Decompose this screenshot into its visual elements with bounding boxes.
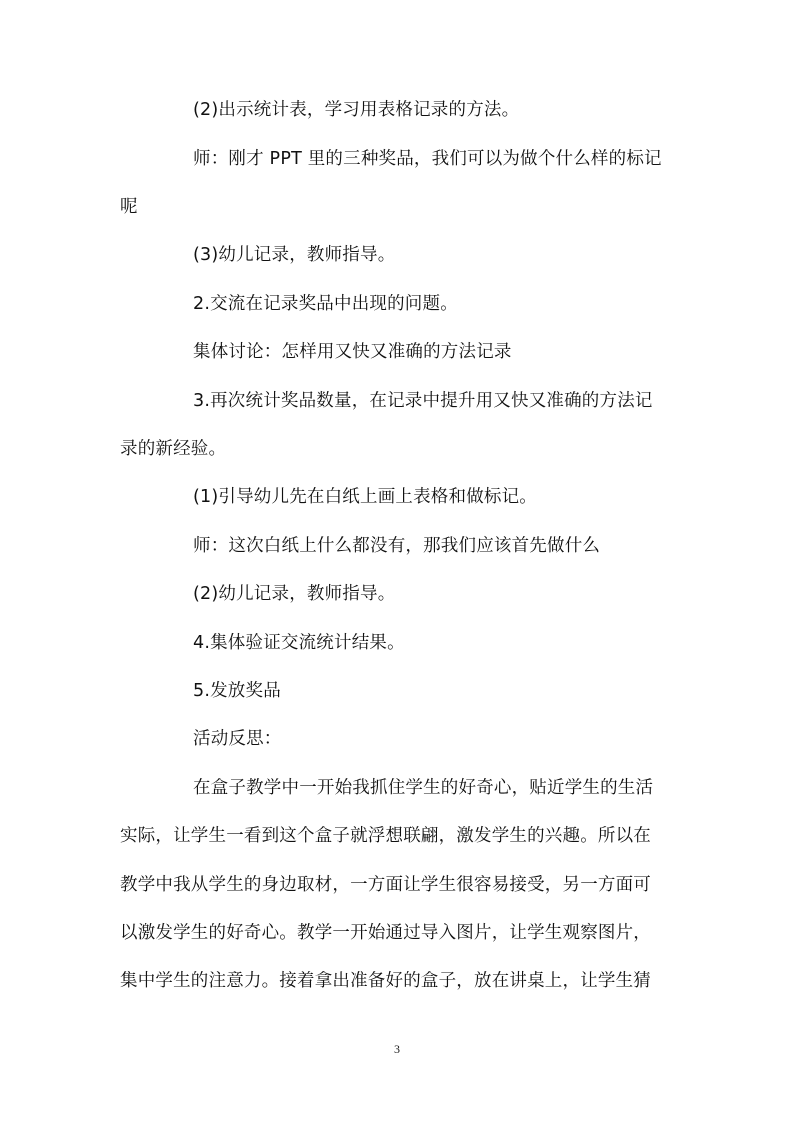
- paragraph-line: 4.集体验证交流统计结果。: [193, 633, 405, 653]
- paragraph-line: 集中学生的注意力。接着拿出准备好的盒子，放在讲桌上，让学生猜: [120, 971, 651, 991]
- paragraph-line: 呢: [120, 197, 138, 217]
- paragraph-line: 教学中我从学生的身边取材，一方面让学生很容易接受，另一方面可: [120, 875, 651, 895]
- paragraph-line: (3)幼儿记录，教师指导。: [193, 245, 396, 265]
- paragraph-line: 以激发学生的好奇心。教学一开始通过导入图片，让学生观察图片，: [120, 923, 651, 943]
- paragraph-line: 在盒子教学中一开始我抓住学生的好奇心，贴近学生的生活: [193, 778, 654, 798]
- paragraph-line: 3.再次统计奖品数量，在记录中提升用又快又准确的方法记: [193, 391, 653, 411]
- page-number: 3: [394, 1042, 400, 1056]
- paragraph-line: (1)引导幼儿先在白纸上画上表格和做标记。: [193, 487, 537, 507]
- paragraph-line: 集体讨论：怎样用又快又准确的方法记录: [193, 342, 512, 362]
- paragraph-line: (2)幼儿记录，教师指导。: [193, 584, 396, 604]
- paragraph-line: 录的新经验。: [120, 439, 227, 459]
- paragraph-line: 2.交流在记录奖品中出现的问题。: [193, 294, 458, 314]
- paragraph-line: 实际，让学生一看到这个盒子就浮想联翩，激发学生的兴趣。所以在: [120, 826, 651, 846]
- paragraph-line: 5.发放奖品: [193, 681, 281, 701]
- paragraph-line: 师：刚才 PPT 里的三种奖品，我们可以为做个什么样的标记: [193, 149, 662, 169]
- paragraph-line: 活动反思：: [193, 729, 282, 749]
- paragraph-line: (2)出示统计表，学习用表格记录的方法。: [193, 100, 520, 120]
- paragraph-line: 师：这次白纸上什么都没有，那我们应该首先做什么: [193, 536, 601, 556]
